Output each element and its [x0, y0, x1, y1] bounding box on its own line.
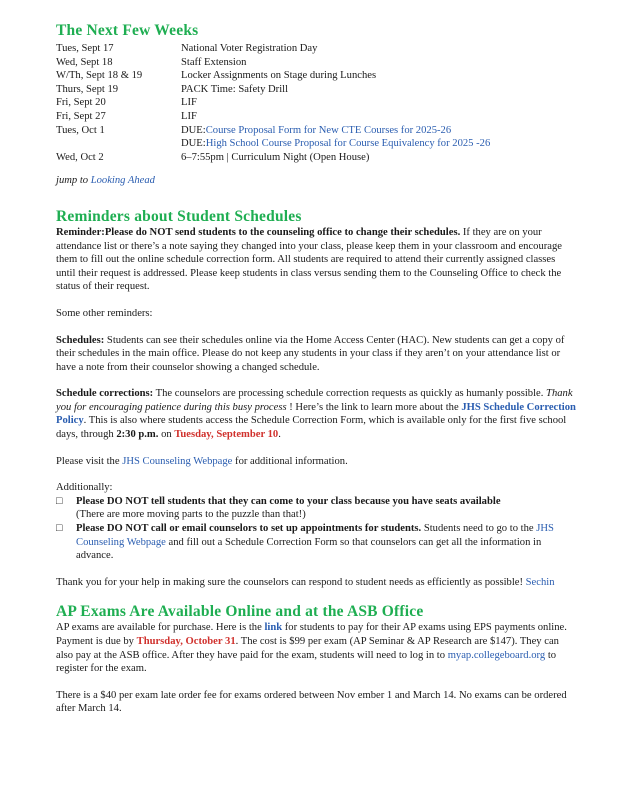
table-row — [56, 124, 490, 151]
counseling-webpage-link[interactable]: JHS Counseling Webpage — [122, 455, 233, 467]
deadline-date: Tuesday, September 10 — [174, 429, 279, 441]
visit-prefix: Please visit the — [56, 455, 123, 467]
corrections-label: Schedule corrections: — [56, 388, 154, 400]
table-row — [56, 69, 490, 83]
list-item — [56, 495, 576, 522]
ap-payment-link[interactable]: link — [264, 622, 283, 634]
jump-line — [56, 174, 576, 188]
ap-exams-heading: AP Exams Are Available Online and at the ASB Office — [56, 603, 424, 621]
bullet-text: (There are more moving parts to the puzzle than that!) — [76, 509, 306, 521]
ap-text: AP exams are available for purchase. Here is the — [56, 622, 265, 634]
ap-text: . The cost is $99 per exam (AP Seminar & AP Research are $147). They can also pay at the ASB office. After they have paid for the exam, students will need to log in to — [56, 636, 559, 661]
correction-policy-link[interactable]: JHS Schedule Correction Policy — [56, 401, 576, 427]
event-date: W/Th, Sept 18 & 19 — [56, 70, 143, 82]
schedules-text: Students can see their schedules online via the Home Access Center (HAC). New students can get a copy of their schedules in the main office. Please do not keep any students in your class if they aren’t on your attendance list or have a note from their counselor showing a changed schedule. — [56, 334, 565, 373]
event-date: Wed, Sept 18 — [56, 56, 113, 68]
schedule-table — [56, 42, 490, 164]
bullet-text: Students need to go to the — [421, 523, 537, 535]
looking-ahead-link[interactable]: Looking Ahead — [90, 175, 155, 187]
ap-paragraph — [56, 621, 576, 675]
event-date: Tues, Sept 17 — [56, 43, 114, 54]
patience-note: Thank you for encouraging patience during this busy process — [56, 388, 573, 413]
signature-link[interactable]: Sechin — [525, 576, 555, 588]
table-row — [56, 110, 490, 124]
checkbox-bullet-icon: □ — [56, 523, 63, 535]
corrections-text: The counselors are processing schedule correction requests as quickly as humanly possible. — [153, 388, 547, 400]
table-row — [56, 83, 490, 97]
jump-prefix: jump to — [56, 175, 91, 187]
collegeboard-link[interactable]: myap.collegeboard.org — [447, 649, 546, 661]
corrections-text: . — [278, 429, 281, 441]
list-item — [56, 522, 576, 563]
thanks-text: Thank you for your help in making sure the counselors can respond to student needs as efficiently as possible! — [56, 576, 526, 588]
reminders-heading: Reminders about Student Schedules — [56, 207, 302, 225]
ap-due-date: Thursday, October 31 — [136, 636, 236, 647]
event-text: 6–7:55pm | Curriculum Night (Open House) — [181, 151, 370, 163]
event-text: LIF — [181, 110, 197, 122]
schedules-paragraph — [56, 334, 576, 375]
event-text: Locker Assignments on Stage during Lunches — [181, 70, 377, 82]
ap-text: for students to pay for their AP exams using EPS payments online. Payment is due by — [56, 622, 567, 647]
due-label: DUE: — [181, 138, 206, 150]
due-label: DUE: — [181, 124, 206, 136]
table-row — [56, 151, 490, 165]
reminder-bold: Reminder:Please do NOT send students to the counseling office to change their schedules. — [56, 226, 461, 238]
event-text: National Voter Registration Day — [181, 43, 318, 54]
corrections-text: ! Here’s the link to learn more about the — [286, 401, 462, 413]
event-date: Thurs, Sept 19 — [56, 83, 119, 95]
table-row — [56, 96, 490, 110]
event-date: Fri, Sept 20 — [56, 97, 106, 109]
visit-paragraph — [56, 455, 576, 469]
event-text — [181, 124, 490, 151]
event-text: Staff Extension — [181, 56, 247, 68]
reminder-paragraph — [56, 226, 576, 294]
newsletter-page — [56, 22, 576, 716]
corrections-text: . This is also where students access the Schedule Correction Form, which is available only for the first five school days, through — [56, 415, 567, 441]
bullet-bold: Please DO NOT call or email counselors to set up appointments for students. — [76, 523, 422, 535]
deadline-time: 2:30 p.m. — [116, 429, 159, 441]
event-date: Tues, Oct 1 — [56, 124, 105, 136]
event-date: Fri, Sept 27 — [56, 110, 106, 122]
additionally-label: Additionally: — [56, 482, 113, 494]
event-text: LIF — [181, 97, 197, 109]
corrections-paragraph — [56, 387, 576, 441]
late-fee-paragraph: There is a $40 per exam late order fee for exams ordered between Nov ember 1 and March 14. No exams can be ordered after March 14. — [56, 689, 567, 715]
visit-suffix: for additional information. — [232, 455, 348, 467]
event-text: PACK Time: Safety Drill — [181, 83, 289, 95]
thanks-paragraph — [56, 576, 576, 590]
corrections-text: on — [158, 429, 175, 441]
event-date: Wed, Oct 2 — [56, 151, 104, 163]
counseling-webpage-link[interactable]: JHS Counseling Webpage — [76, 523, 554, 548]
cte-proposal-link[interactable]: Course Proposal Form for New CTE Courses for 2025-26 — [205, 124, 452, 136]
bullet-bold: Please DO NOT tell students that they can come to your class because you have seats available — [76, 495, 501, 507]
schedules-label: Schedules: — [56, 334, 105, 346]
ap-text: to register for the exam. — [56, 649, 557, 675]
course-equivalency-link[interactable]: High School Course Proposal for Course Equivalency for 2025 -26 — [205, 138, 491, 150]
bullet-text: and fill out a Schedule Correction Form so that counselors can get all the information in advance. — [76, 536, 542, 562]
reminder-text: If they are on your attendance list or there’s a note saying they changed into your class, please keep them in your classroom and encourage them to fill out the online schedule correction form. All students are required to attend their currently assigned classes until their request is addressed. Please keep students in class versus sending them to the Counseling Office to check the status of their request. — [56, 226, 562, 293]
other-reminders-label: Some other reminders: — [56, 307, 153, 319]
table-row — [56, 42, 490, 56]
table-row — [56, 56, 490, 70]
next-weeks-heading: The Next Few Weeks — [56, 22, 199, 39]
checkbox-bullet-icon: □ — [56, 495, 63, 507]
